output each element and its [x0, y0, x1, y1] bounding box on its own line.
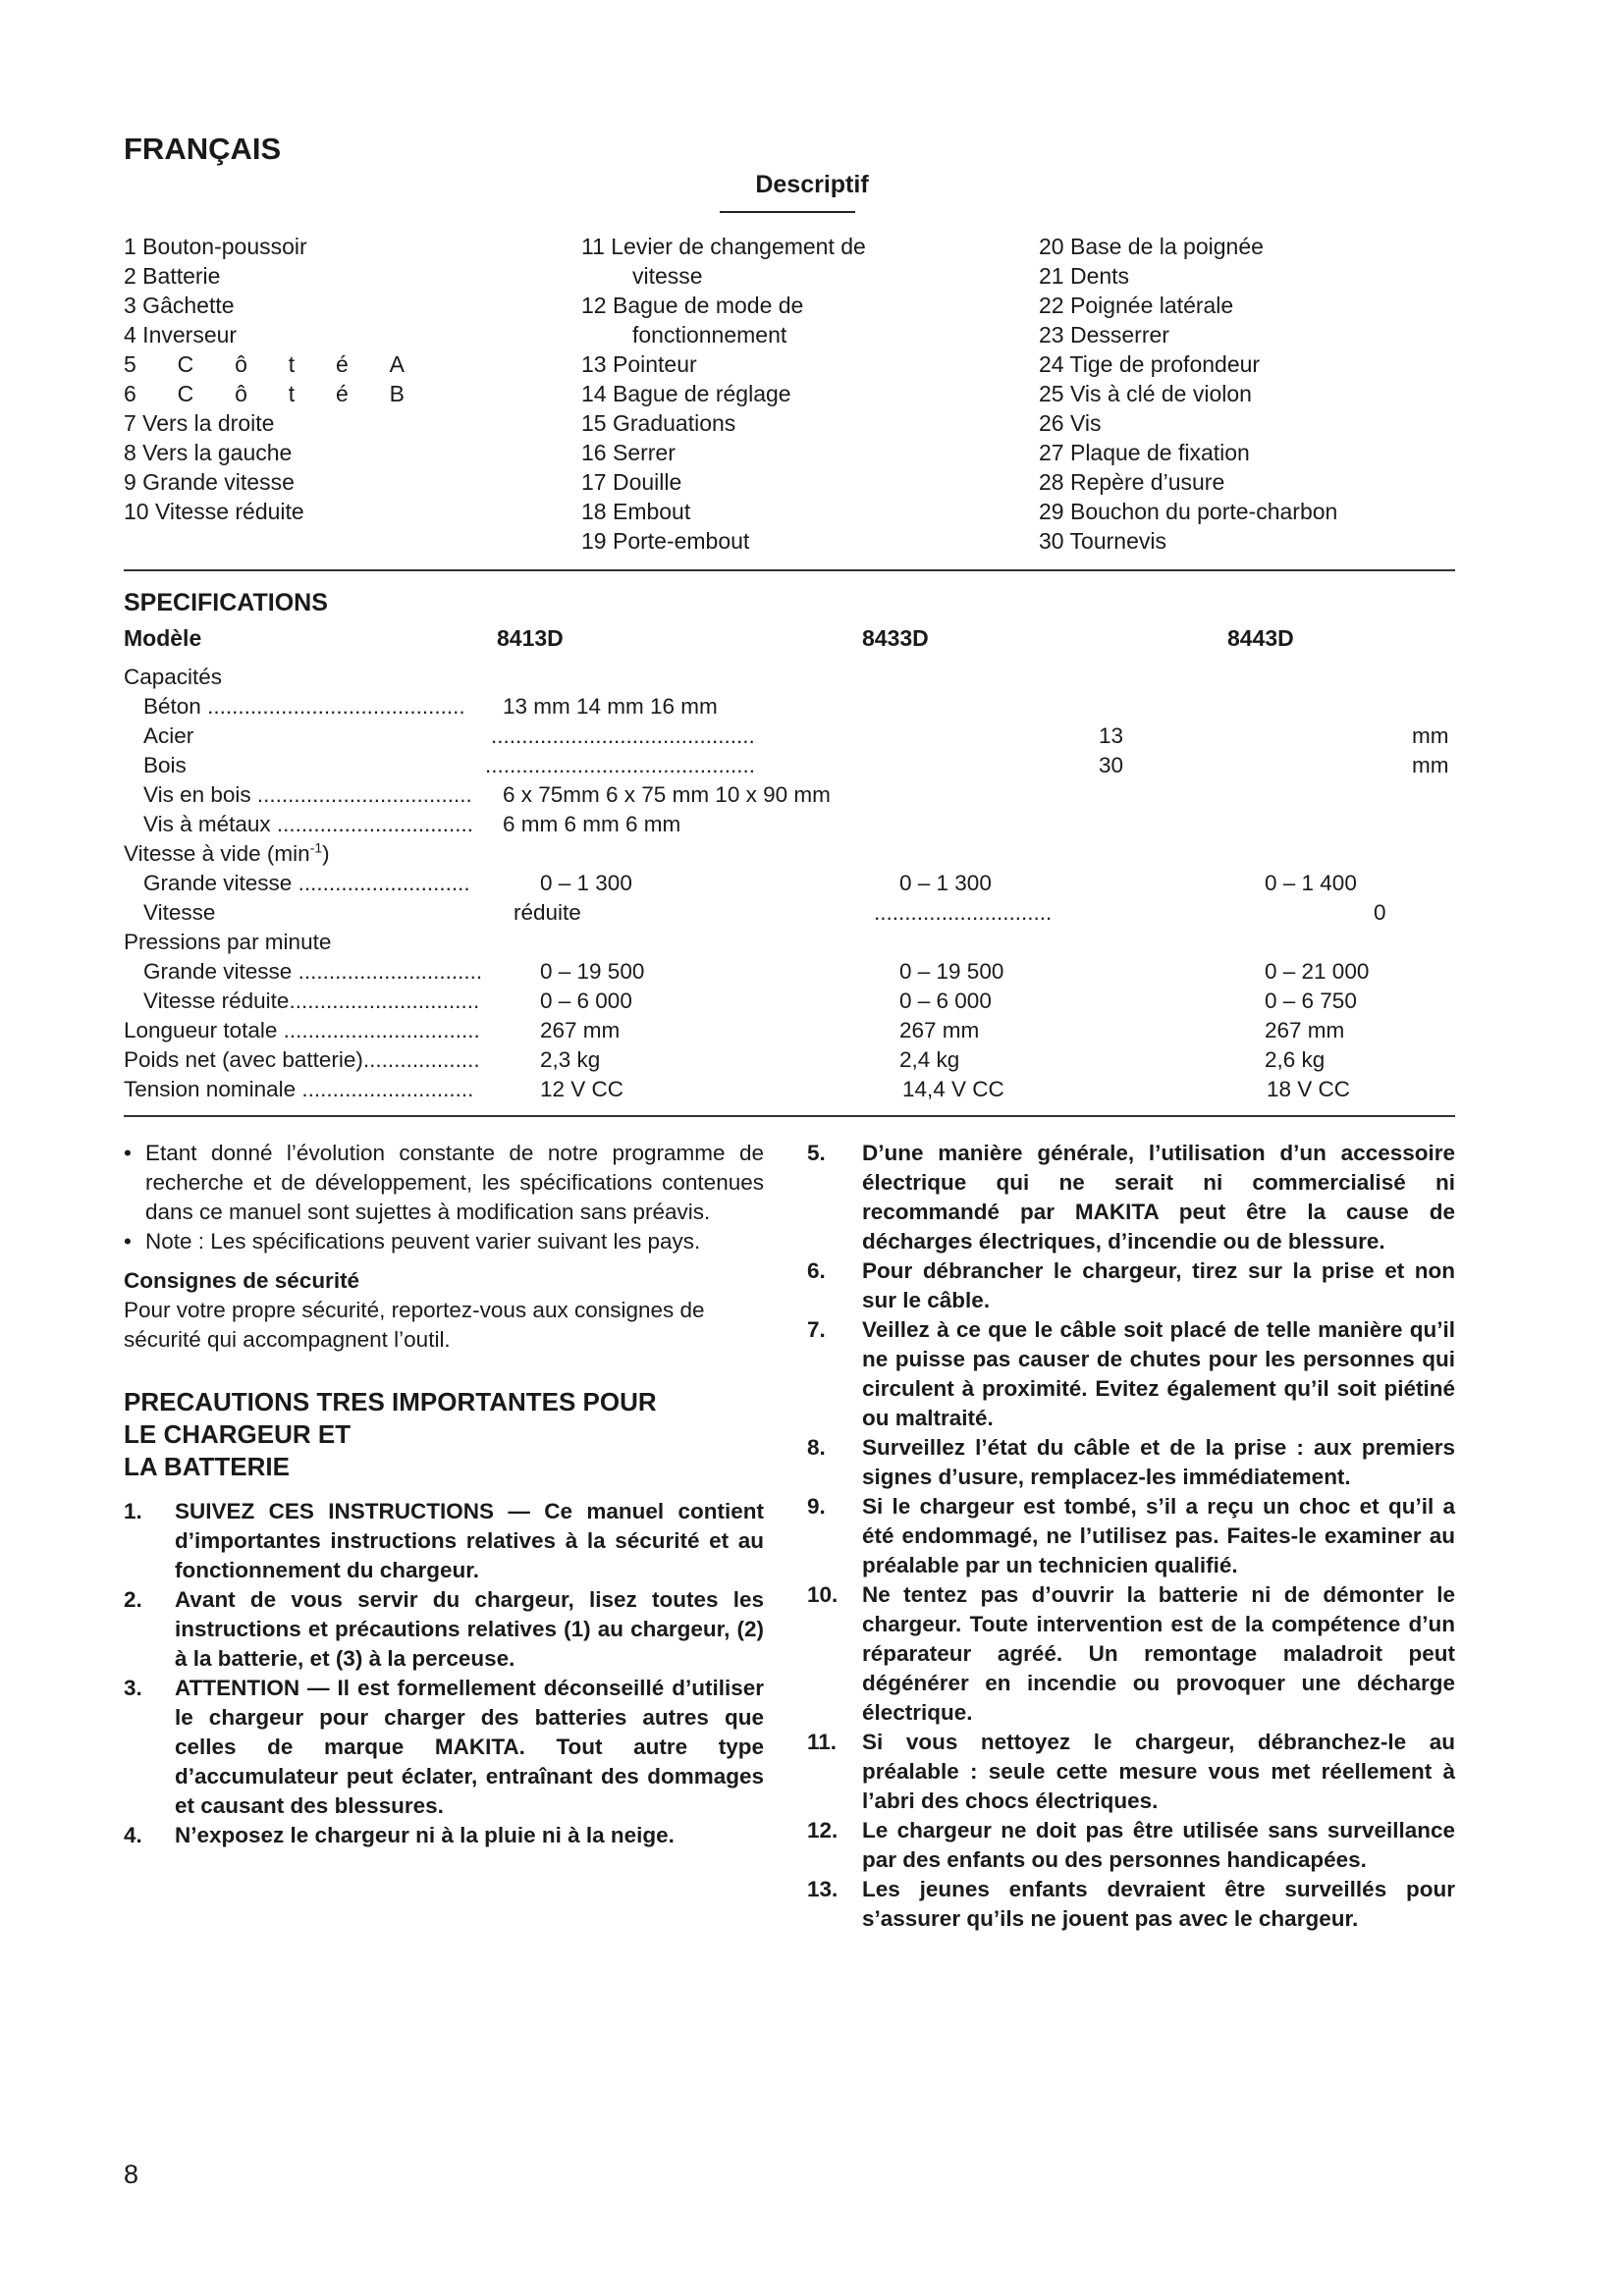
parts-item: 22 Poignée latérale [1039, 293, 1234, 318]
parts-item-char: C [177, 381, 194, 406]
spec-label: Longueur totale ................................ [124, 1018, 480, 1042]
page-number: 8 [124, 2160, 139, 2189]
spec-value: 0 – 6 000 [540, 988, 632, 1013]
descriptif-column-3 [1039, 232, 1471, 556]
parts-item: 8 Vers la gauche [124, 440, 293, 465]
spec-value: 2,4 kg [899, 1047, 960, 1072]
spec-value: 0 – 19 500 [899, 959, 1004, 984]
divider [124, 1115, 1455, 1117]
parts-item: 14 Bague de réglage [581, 381, 791, 406]
spec-table [124, 663, 1455, 1104]
spec-model-8433d: 8433D [862, 625, 929, 651]
spec-label: Tension nominale ............................ [124, 1077, 474, 1101]
spec-label: Vitesse réduite............................... [143, 988, 480, 1013]
divider [124, 569, 1455, 571]
parts-item-char: 5 [124, 351, 136, 377]
spec-note-bullet: • Note : Les spécifications peuvent varier suivant les pays. [124, 1227, 764, 1256]
spec-value: 6 x 75mm 6 x 75 mm 10 x 90 mm [503, 782, 831, 807]
spec-row-capacites [124, 663, 1455, 692]
spec-dots: ............................. [874, 900, 1053, 925]
parts-item-char: é [335, 351, 349, 377]
parts-item: 28 Repère d’usure [1039, 469, 1225, 495]
spec-row-pressions [124, 928, 1455, 957]
parts-item: 29 Bouchon du porte-charbon [1039, 499, 1338, 524]
parts-item: 4 Inverseur [124, 322, 238, 347]
parts-item-char: B [389, 381, 405, 406]
parts-item: 24 Tige de profondeur [1039, 351, 1261, 377]
parts-item: 16 Serrer [581, 440, 676, 465]
parts-item: 27 Plaque de fixation [1039, 440, 1250, 465]
spec-row-acier [124, 721, 1455, 751]
spec-value: 0 – 6 000 [899, 988, 992, 1013]
spec-model-row [124, 625, 1455, 655]
spec-label: Béton .......................................... [143, 694, 465, 719]
left-column [124, 1139, 764, 1850]
parts-item: 23 Desserrer [1039, 322, 1169, 347]
descriptif-column-1 [124, 232, 458, 526]
spec-value: 2,6 kg [1265, 1047, 1326, 1072]
precaution-item: 8. Surveillez l’état du câble et de la prise : aux premiers signes d’usure, remplacez-les immédiatement. [807, 1435, 1455, 1489]
parts-item: 25 Vis à clé de violon [1039, 381, 1252, 406]
spec-row-press-reduite [124, 987, 1455, 1016]
spec-value: 30 [1099, 753, 1124, 777]
spec-row-poids [124, 1045, 1455, 1075]
parts-item-continued: vitesse [632, 263, 703, 289]
spec-label: Vitesse à vide $(\min^{-1})$ [124, 839, 330, 866]
spec-label: Acier [143, 723, 194, 748]
spec-value: 0 – 1 300 [540, 871, 632, 895]
spec-row-bois [124, 751, 1455, 780]
parts-item-char: t [288, 381, 296, 406]
spec-value: 13 mm 14 mm 16 mm [503, 694, 718, 719]
precaution-item: 6. Pour débrancher le chargeur, tirez sur la prise et non sur le câble. [807, 1258, 1455, 1312]
spec-value: 2,3 kg [540, 1047, 601, 1072]
spec-dots: ............................................ [485, 753, 756, 777]
spec-row-vitesse-reduite [124, 898, 1455, 928]
precaution-item: 3. ATTENTION — Il est formellement déconseillé d’utiliser le chargeur pour charger des batteries autres que celles de marque MAKITA. Tout autre type d’accumulateur peut éclater, entraînant des dommages et causant des blessures. [124, 1676, 764, 1818]
spec-model-label: Modèle [124, 625, 202, 651]
spec-value: 0 – 6 750 [1265, 988, 1357, 1013]
parts-item: 15 Graduations [581, 410, 736, 436]
parts-item: 30 Tournevis [1039, 528, 1166, 554]
spec-row-beton [124, 692, 1455, 721]
precaution-item: 5. D’une manière générale, l’utilisation d’un accessoire électrique qui ne serait ni commercialisé ni recommandé par MAKITA peut être la cause de décharges électriques, d’incendie ou de blessure. [807, 1141, 1455, 1254]
parts-item: 26 Vis [1039, 410, 1102, 436]
spec-note-bullet: • Etant donné l’évolution constante de notre programme de recherche et de développement, les spécifications contenues dans ce manuel sont sujettes à modification sans préavis. [124, 1139, 764, 1227]
parts-item: 10 Vitesse réduite [124, 499, 304, 524]
spec-label: Grande vitesse .............................. [143, 959, 483, 984]
parts-item-char: ô [235, 381, 247, 406]
parts-item: 3 Gâchette [124, 293, 235, 318]
spec-value: 267 mm [899, 1018, 980, 1042]
parts-item: 7 Vers la droite [124, 410, 275, 436]
descriptif-column-2 [581, 232, 974, 556]
parts-item: 17 Douille [581, 469, 682, 495]
parts-item: 21 Dents [1039, 263, 1130, 289]
spec-value: 12 V CC [540, 1077, 624, 1101]
precaution-item: 11. Si vous nettoyez le chargeur, débranchez-le au préalable : seule cette mesure vous met réellement à l’abri des chocs électriques. [807, 1730, 1455, 1813]
spec-label-continued: réduite [514, 900, 581, 925]
spec-row-tension [124, 1075, 1455, 1104]
precautions-heading: PRECAUTIONS TRES IMPORTANTES POUR LE CHARGEUR ET LA BATTERIE [124, 1387, 657, 1481]
spec-unit: mm [1412, 753, 1449, 777]
parts-item: 12 Bague de mode de [581, 293, 804, 318]
parts-item-continued: fonctionnement [632, 322, 787, 347]
parts-item: 1 Bouton-poussoir [124, 234, 307, 259]
precautions-list-left [124, 1497, 764, 1850]
spec-row-vis-bois [124, 780, 1455, 810]
precaution-item: 9. Si le chargeur est tombé, s’il a reçu un choc et qu’il a été endommagé, ne l’utilisez pas. Faites-le examiner au préalable par un technicien qualifié. [807, 1494, 1455, 1577]
spec-row-vitesse-vide [124, 839, 1455, 869]
spec-value: 13 [1099, 723, 1124, 748]
parts-item: 13 Pointeur [581, 351, 697, 377]
spec-value: 0 – 21 000 [1265, 959, 1370, 984]
precaution-item: 13. Les jeunes enfants devraient être surveillés pour s’assurer qu’ils ne jouent pas avec le chargeur. [807, 1877, 1455, 1931]
parts-item: 2 Batterie [124, 263, 221, 289]
precaution-item: 10. Ne tentez pas d’ouvrir la batterie ni de démonter le chargeur. Toute intervention est de la compétence d’un réparateur agréé. Un remontage maladroit peut dégénérer en incendie ou provoquer une décharge électrique. [807, 1582, 1455, 1725]
parts-item: 19 Porte-embout [581, 528, 750, 554]
spec-label: Vis en bois ................................... [143, 782, 472, 807]
precaution-item: 7. Veillez à ce que le câble soit placé de telle manière qu’il ne puisse pas causer de chutes pour les personnes qui circulent à proximité. Evitez également qu’il soit piétiné ou maltraité. [807, 1317, 1455, 1430]
spec-label: Bois [143, 753, 187, 777]
precaution-item: 2. Avant de vous servir du chargeur, lisez toutes les instructions et précautions relatives (1) au chargeur, (2) à la batterie, et (3) à la perceuse. [124, 1587, 764, 1671]
spec-row-longueur [124, 1016, 1455, 1045]
spec-value: 0 [1374, 900, 1386, 925]
spec-row-press-grande [124, 957, 1455, 987]
spec-model-8413d: 8413D [497, 625, 564, 651]
spec-label: Poids net (avec batterie)................... [124, 1047, 480, 1072]
descriptif-title: Descriptif [755, 171, 869, 198]
parts-item-char: A [389, 351, 405, 377]
spec-label: Vitesse [143, 900, 216, 925]
spec-value: 267 mm [540, 1018, 621, 1042]
specifications-title: SPECIFICATIONS [124, 589, 328, 616]
spec-value: 6 mm 6 mm 6 mm [503, 812, 681, 836]
parts-item-char: t [288, 351, 296, 377]
language-heading: FRANÇAIS [124, 132, 282, 166]
spec-model-8443d: 8443D [1227, 625, 1294, 651]
descriptif-underline [720, 211, 855, 213]
parts-item-char: C [177, 351, 194, 377]
spec-label: Vis à métaux ................................ [143, 812, 473, 836]
parts-item-char: 6 [124, 381, 136, 406]
parts-item: 18 Embout [581, 499, 691, 524]
spec-value: 18 V CC [1267, 1077, 1351, 1101]
parts-item: 11 Levier de changement de [581, 234, 866, 259]
spec-unit: mm [1412, 723, 1449, 748]
parts-item-char: ô [235, 351, 247, 377]
spec-row-vis-metaux [124, 810, 1455, 839]
parts-item-cote-a [124, 349, 405, 379]
right-column [807, 1139, 1455, 1934]
spec-value: 267 mm [1265, 1018, 1345, 1042]
precaution-item: 1. SUIVEZ CES INSTRUCTIONS — Ce manuel contient d’importantes instructions relatives à la sécurité et au fonctionnement du chargeur. [124, 1499, 764, 1582]
spec-value: 0 – 1 300 [899, 871, 992, 895]
precaution-item: 12. Le chargeur ne doit pas être utilisée sans surveillance par des enfants ou des personnes handicapées. [807, 1818, 1455, 1872]
parts-item-cote-b [124, 379, 405, 408]
spec-dots: ........................................... [491, 723, 755, 748]
spec-row-grande-vitesse [124, 869, 1455, 898]
parts-item: 9 Grande vitesse [124, 469, 295, 495]
precaution-item: 4. N’exposez le chargeur ni à la pluie ni à la neige. [124, 1823, 675, 1847]
spec-label: Grande vitesse ............................ [143, 871, 470, 895]
spec-value: 0 – 19 500 [540, 959, 645, 984]
safety-heading: Consignes de sécurité [124, 1268, 360, 1293]
spec-label: Pressions par minute [124, 930, 332, 954]
spec-value: 0 – 1 400 [1265, 871, 1357, 895]
parts-item: 20 Base de la poignée [1039, 234, 1264, 259]
safety-text: Pour votre propre sécurité, reportez-vous aux consignes de sécurité qui accompagnent l’outil. [124, 1298, 705, 1352]
parts-item-char: é [335, 381, 349, 406]
spec-label: Capacités [124, 665, 223, 689]
spec-value: 14,4 V CC [902, 1077, 1004, 1101]
